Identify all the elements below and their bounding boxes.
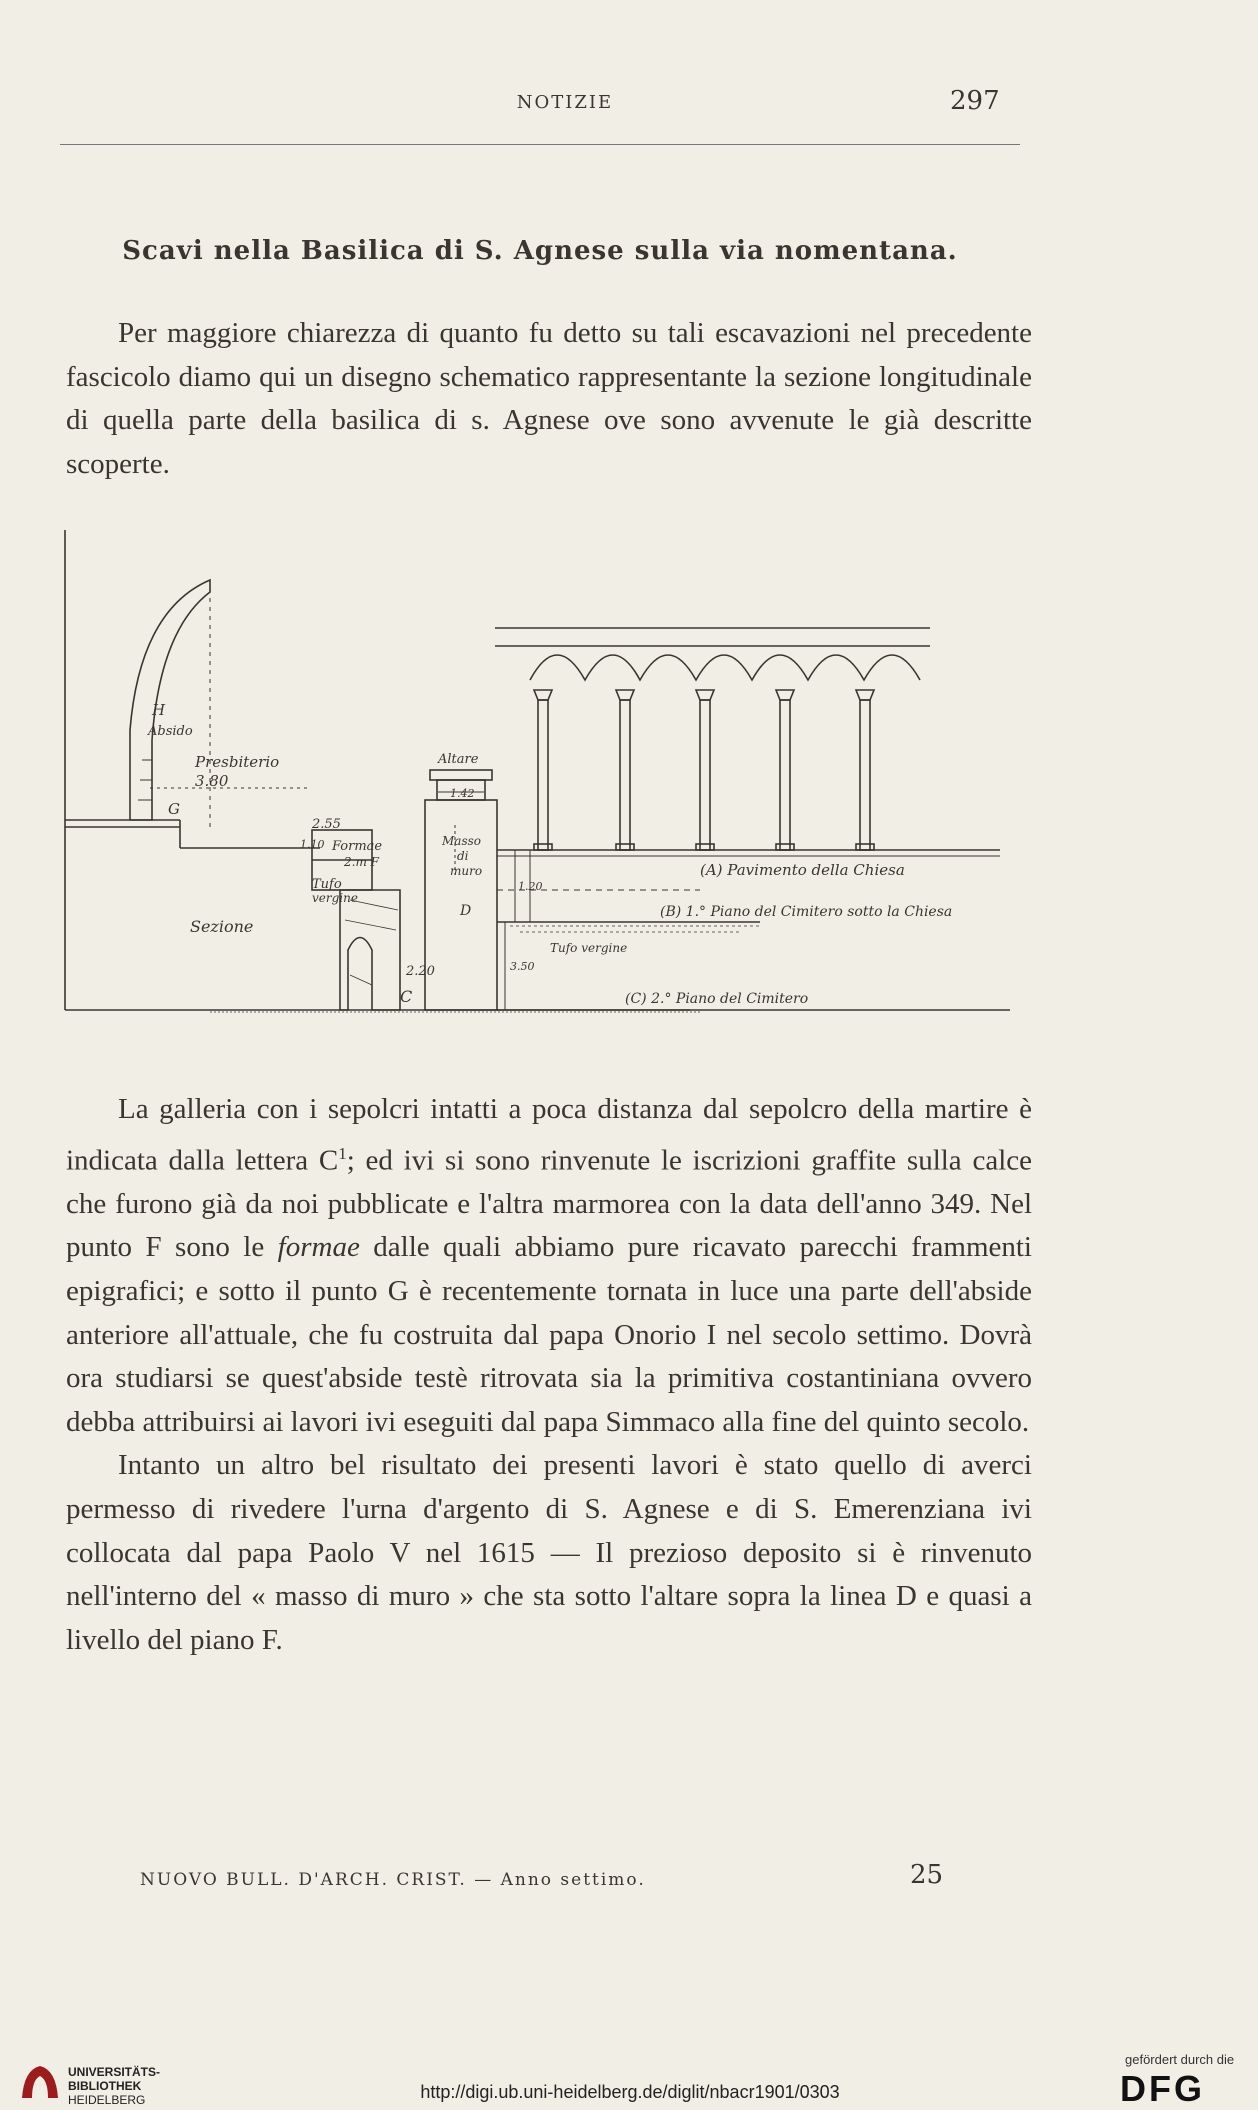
- label-sezione: Sezione: [190, 917, 254, 936]
- uni-line-1: UNIVERSITÄTS-: [68, 2065, 161, 2079]
- label-absido: Absido: [148, 724, 193, 739]
- label-muro: muro: [450, 864, 483, 878]
- signature-mark: 25: [910, 1860, 944, 1890]
- arcade: [530, 655, 920, 850]
- body-text: [66, 1088, 1032, 1662]
- funding-note: gefördert durch die: [1125, 2052, 1235, 2067]
- label-dim-120: 1.20: [518, 880, 543, 893]
- label-dim-350: 3.50: [510, 960, 535, 973]
- p1-superscript: 1: [338, 1143, 347, 1163]
- label-dim-220: 2.20: [406, 964, 435, 979]
- running-title: NOTIZIE: [516, 92, 614, 113]
- label-presbiterio: Presbiterio: [195, 753, 280, 771]
- column-4: [780, 700, 790, 850]
- paragraph-1: [66, 1088, 1032, 1444]
- label-vergine: vergine: [312, 891, 358, 905]
- label-di: di: [457, 849, 469, 863]
- label-h: H: [152, 701, 166, 719]
- label-dim-255: 2.55: [312, 817, 341, 832]
- altar-table: [430, 770, 492, 780]
- journal-line: NUOVO BULL. D'ARCH. CRIST. — Anno settimo.: [140, 1870, 646, 1890]
- source-url-link[interactable]: http://digi.ub.uni-heidelberg.de/diglit/nbacr1901/0303: [420, 2082, 840, 2102]
- page-number: 297: [950, 86, 1000, 116]
- label-tufo: Tufo: [312, 877, 342, 892]
- label-piano-1: (B) 1.° Piano del Cimitero sotto la Chiesa: [660, 904, 953, 920]
- page-footer: [0, 1860, 1258, 1900]
- column-1: [538, 700, 548, 850]
- label-masso: Masso: [442, 834, 481, 848]
- p1-part-a: La galleria con i sepolcri intatti a poca distanza dal sepolcro della martire è indicata dalla lettera C: [66, 1093, 1032, 1177]
- header-rule: [60, 144, 1020, 145]
- dfg-logo: DFG: [1120, 2068, 1205, 2109]
- label-formae-f: 2.m F: [344, 855, 379, 869]
- p1-part-b: ; ed ivi si sono rinvenute le iscrizioni graffite sulla calce che furono già da noi pubblicate e l'altra marmorea con la data dell'anno 349. Nel punto F sono le: [66, 1144, 1032, 1264]
- label-g: G: [168, 800, 180, 818]
- university-logo-icon: [18, 2062, 62, 2102]
- pier-section: [340, 890, 400, 1010]
- intro-paragraph: [66, 312, 1032, 486]
- column-2: [620, 700, 630, 850]
- intro-text: Per maggiore chiarezza di quanto fu detto su tali escavazioni nel precedente fascicolo diamo qui un disegno schematico rappresentante la sezione longitudinale di quella parte della basilica di s. Agnese ove sono avvenute le già descritte scoperte.: [66, 317, 1032, 480]
- uni-line-3: HEIDELBERG: [68, 2093, 146, 2107]
- column-3: [700, 700, 710, 850]
- section-title: Scavi nella Basilica di S. Agnese sulla via nomentana.: [122, 236, 958, 266]
- running-head: [0, 86, 1258, 132]
- label-altare: Altare: [438, 752, 479, 767]
- section-diagram: [60, 530, 1020, 1030]
- label-tufo-vergine: Tufo vergine: [550, 941, 628, 955]
- label-d: D: [460, 903, 472, 919]
- uni-line-2: BIBLIOTHEK: [68, 2079, 142, 2093]
- label-dim-380: 3.80: [195, 772, 229, 790]
- label-c1: C: [400, 987, 413, 1006]
- label-formae: Formae: [332, 839, 383, 854]
- university-name: [68, 2065, 160, 2107]
- label-pavimento: (A) Pavimento della Chiesa: [700, 861, 905, 879]
- p1-part-c: dalle quali abbiamo pure ricavato parecchi frammenti epigrafici; e sotto il punto G è recentemente tornata in luce una parte dell'abside anteriore all'attuale, che fu costruita dal papa Onorio I nel secolo settimo. Dovrà ora studiarsi se quest'abside testè ritrovata sia la primitiva costantiniana ovvero debba attribuirsi ai lavori ivi eseguiti dal papa Simmaco alla fine del quinto secolo.: [66, 1231, 1032, 1438]
- viewer-bar: [0, 2040, 1258, 2109]
- column-5: [860, 700, 870, 850]
- label-dim-142: 1.42: [450, 787, 475, 800]
- label-piano-2: (C) 2.° Piano del Cimitero: [625, 991, 809, 1007]
- label-dim-110: 1.10: [300, 838, 325, 851]
- paragraph-2: Intanto un altro bel risultato dei presenti lavori è stato quello di averci permesso di rivedere l'urna d'argento di S. Agnese e di S. Emerenziana ivi collocata dal papa Paolo V nel 1615 — Il prezioso deposito si è rinvenuto nell'interno del « masso di muro » che sta sotto l'altare sopra la linea D e quasi a livello del piano F.: [66, 1449, 1032, 1656]
- p1-italic: formae: [277, 1231, 360, 1264]
